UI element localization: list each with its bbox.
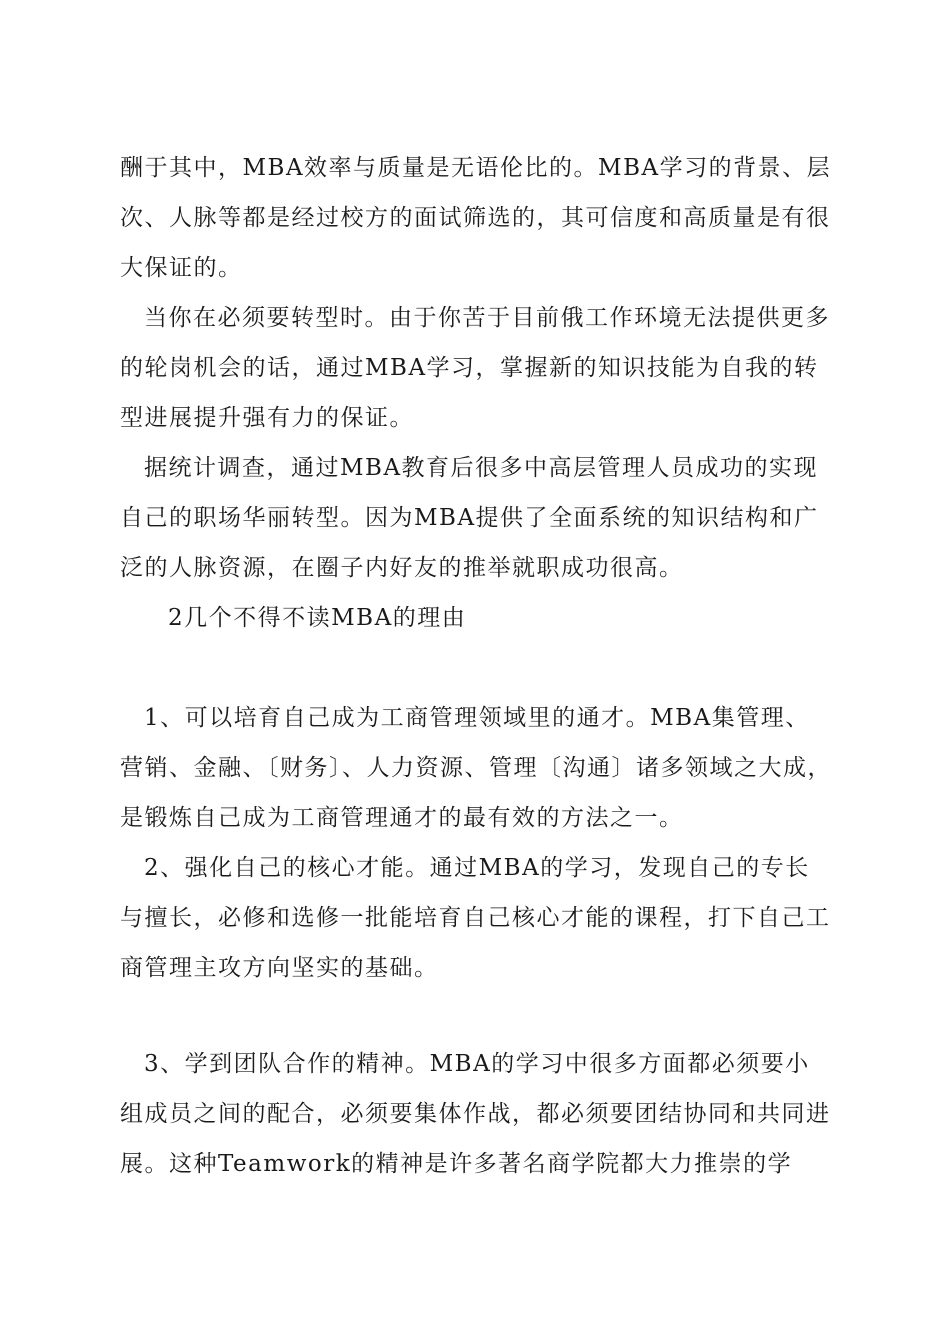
section-heading: 2几个不得不读MBA的理由 bbox=[168, 605, 467, 631]
paragraph-statistics: 据统计调查，通过MBA教育后很多中高层管理人员成功的实现自己的职场华丽转型。因为MBA提供了全面系统的知识结构和广泛的人脉资源，在圈子内好友的推举就职成功很高。 bbox=[120, 455, 819, 581]
reason-item-2: 2、强化自己的核心才能。通过MBA的学习，发现自己的专长与擅长，必修和选修一批能培育自己核心才能的课程，打下自己工商管理主攻方向坚实的基础。 bbox=[120, 855, 831, 981]
intro-block bbox=[120, 143, 832, 643]
reason-item-1: 1、可以培育自己成为工商管理领域里的通才。MBA集管理、营销、金融、〔财务〕、人力资源、管理〔沟通〕诸多领域之大成，是锻炼自己成为工商管理通才的最有效的方法之一。 bbox=[120, 705, 832, 831]
reasons-block-2 bbox=[120, 1039, 832, 1189]
paragraph-career-transition: 当你在必须要转型时。由于你苦于目前俄工作环境无法提供更多的轮岗机会的话，通过MBA学习，掌握新的知识技能为自我的转型进展提升强有力的保证。 bbox=[120, 305, 830, 431]
reason-item-3: 3、学到团队合作的精神。MBA的学习中很多方面都必须要小组成员之间的配合，必须要集体作战，都必须要团结协同和共同进展。这种Teamwork的精神是许多著名商学院都大力推崇的学 bbox=[120, 1051, 831, 1177]
reasons-block-1 bbox=[120, 693, 832, 993]
paragraph-mba-quality: 酬于其中，MBA效率与质量是无语伦比的。MBA学习的背景、层次、人脉等都是经过校方的面试筛选的，其可信度和高质量是有很大保证的。 bbox=[120, 155, 832, 281]
